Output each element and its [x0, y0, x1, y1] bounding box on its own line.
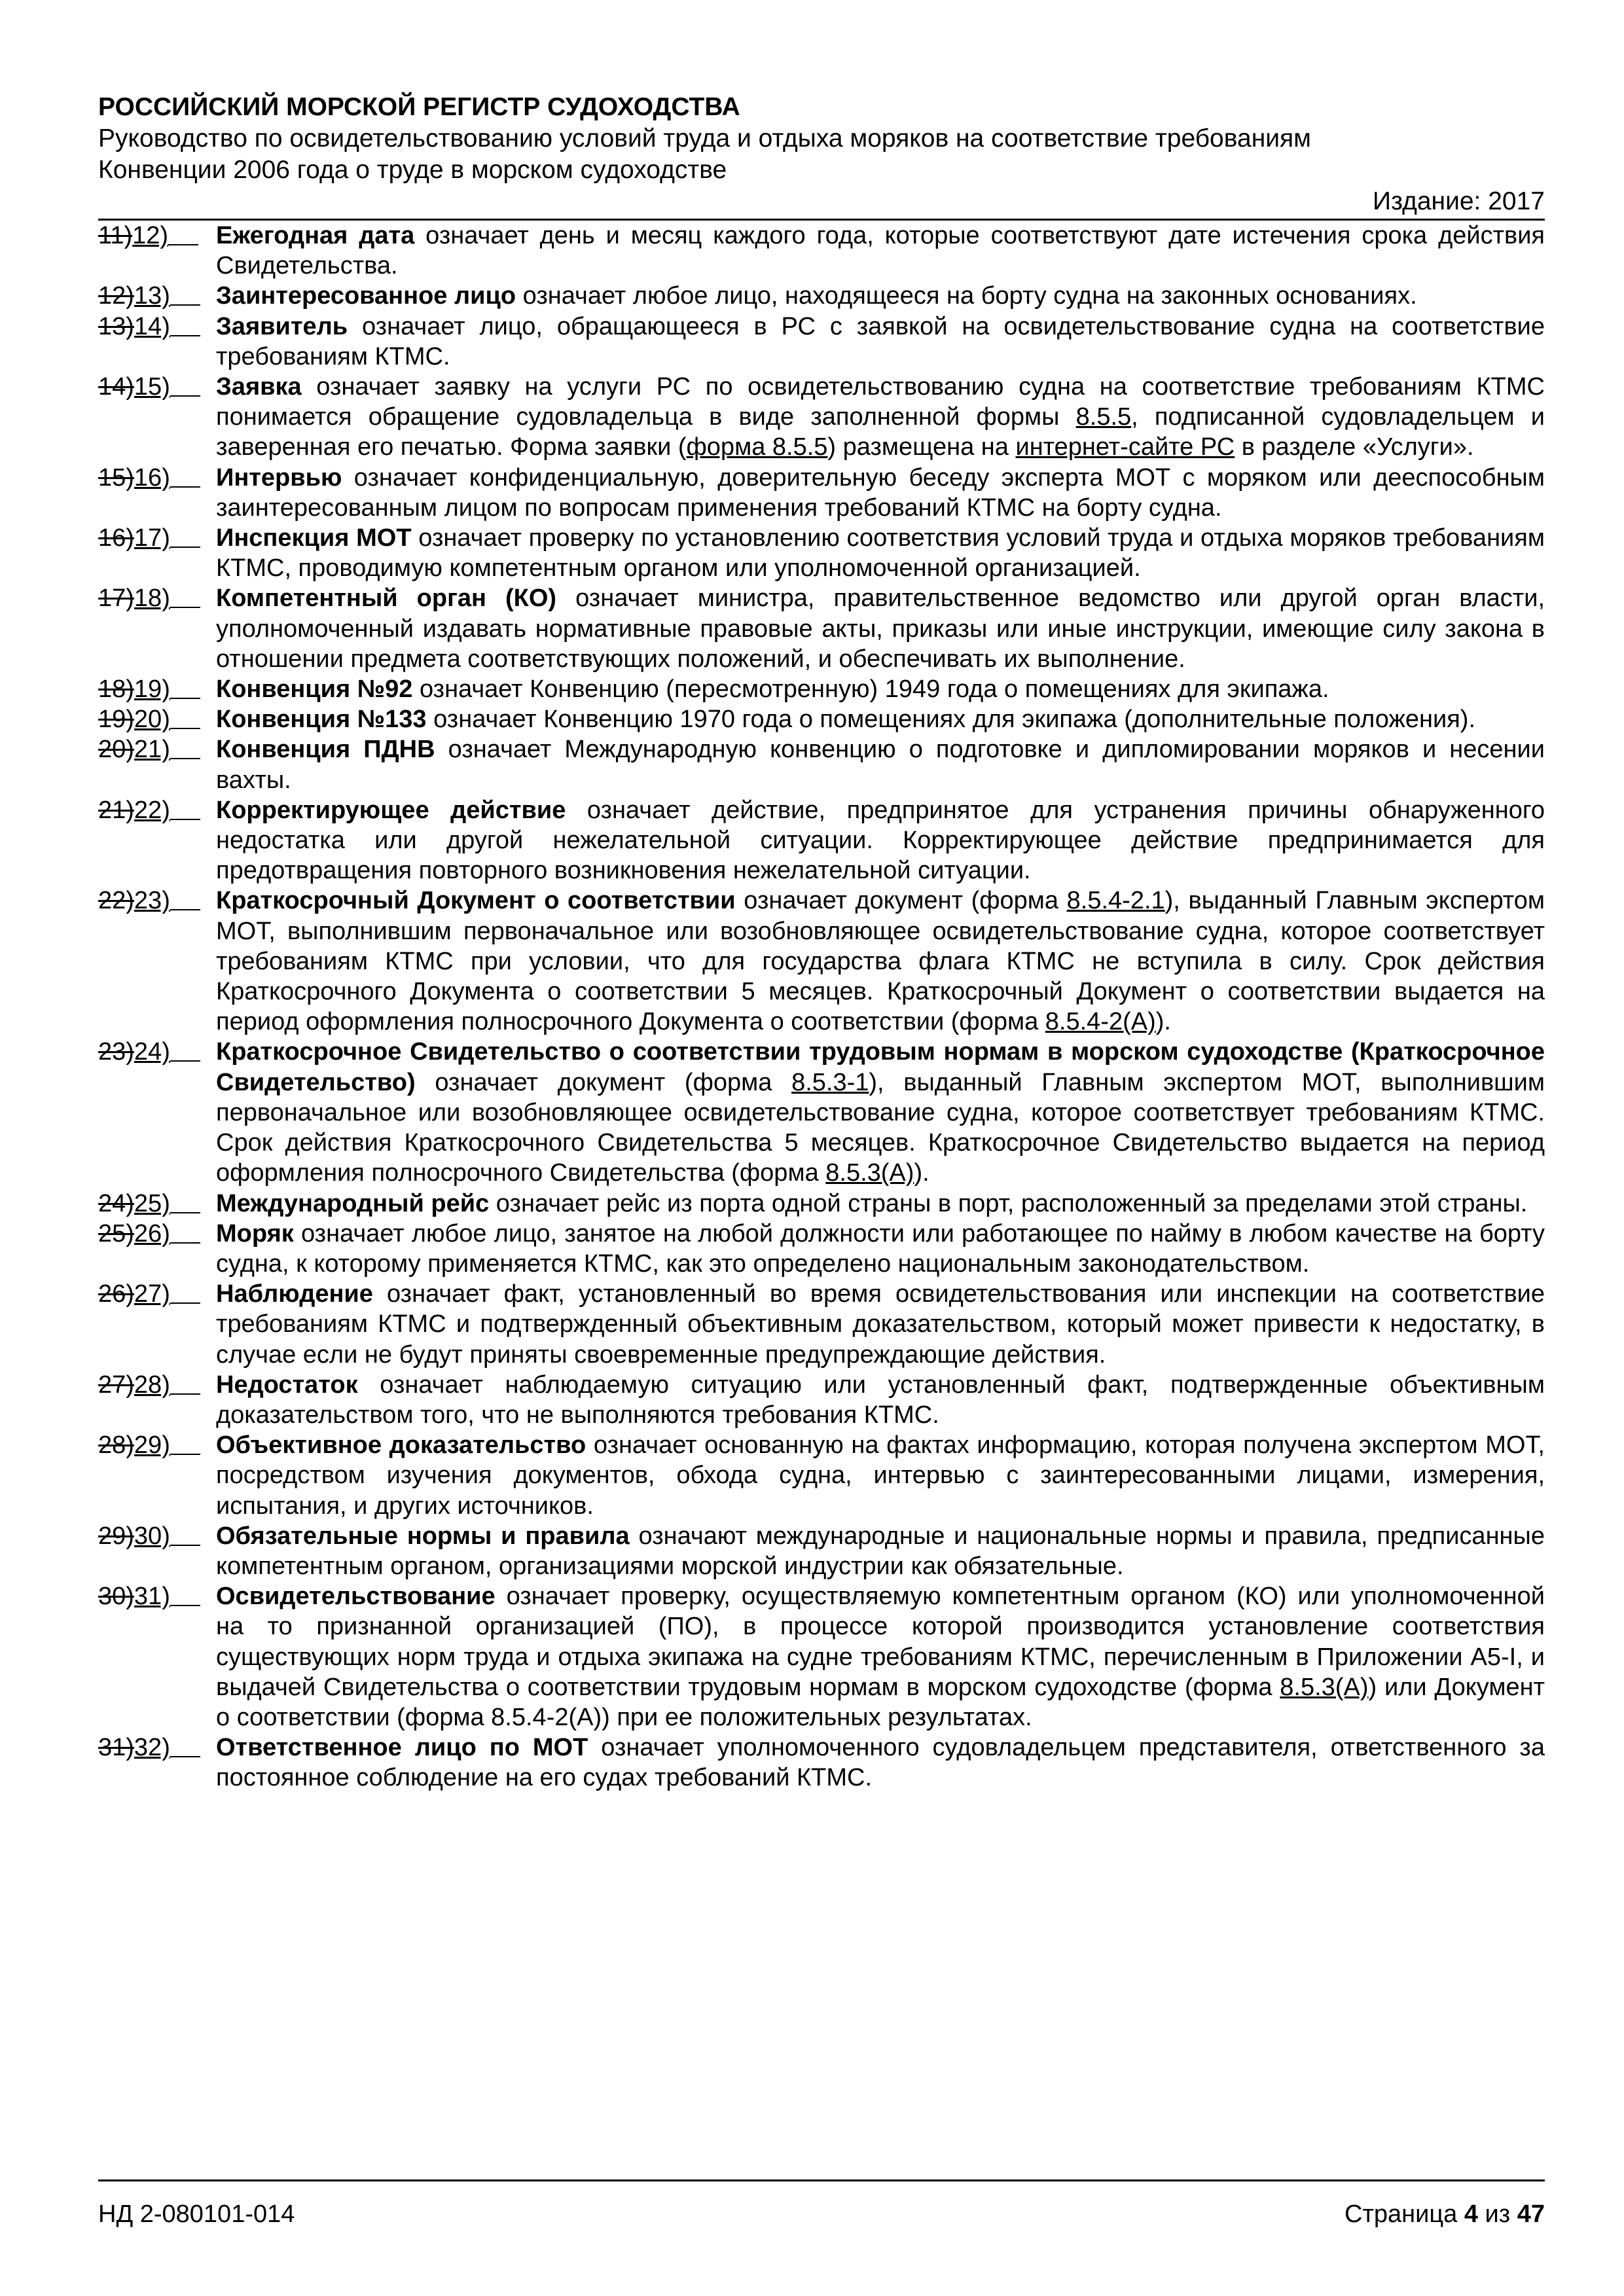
definition-body: означает заявку на услуги РС по освидетельствованию судна на соответствие требованиям КТМС понимается обращение судовладельца в виде заполненной формы	[216, 373, 1545, 431]
definition-number	[98, 523, 216, 583]
definition-number	[98, 583, 216, 674]
definition-body: означает любое лицо, находящееся на борту судна на законных основаниях.	[516, 282, 1417, 310]
inserted-number: 31)	[134, 1583, 170, 1611]
definition-body: ), выданный Главным экспертом МОТ, выполнившим первоначальное или возобновляющее освидетельствование судна, которое соответствует требованиям КТМС при условии, что для государства флага КТМС не вступила в силу. Срок действия Краткосрочного Документа о соответствии 5 месяцев. Краткосрочный Документ о соответствии выдается на период оформления полносрочного Документа о соответствии (форма	[216, 887, 1545, 1036]
definition-text	[216, 1581, 1545, 1732]
inserted-number: 15)	[134, 373, 170, 401]
definition-item	[98, 1430, 1545, 1521]
defined-term: Конвенция №133	[216, 706, 427, 734]
deleted-number: 13)	[98, 312, 134, 340]
definition-item	[98, 312, 1545, 372]
number-underline-tail	[170, 1189, 200, 1213]
definition-body: означает рейс из порта одной страны в порт, расположенный за пределами этой страны.	[489, 1189, 1528, 1217]
definition-text	[216, 674, 1545, 704]
inserted-number: 14)	[134, 312, 170, 340]
defined-term: Краткосрочный Документ о соответствии	[216, 887, 736, 915]
deleted-number: 15)	[98, 463, 134, 492]
deleted-number: 25)	[98, 1219, 134, 1247]
definition-number	[98, 372, 216, 463]
definition-text	[216, 221, 1545, 281]
definition-number	[98, 1370, 216, 1430]
inserted-number: 28)	[134, 1371, 170, 1399]
number-underline-tail	[170, 1279, 200, 1304]
definition-body: означает проверку, осуществляемую компетентным органом (КО) или уполномоченной на то признанной организацией (ПО), в процессе которой производится установление соответствия существующих норм труда и отдыха экипажа на судне требованиям КТМС, перечисленным в Приложении А5-I, и выдачей Свидетельства о соответствии трудовым нормам в морском судоходстве (форма	[216, 1583, 1545, 1701]
definition-text	[216, 795, 1545, 886]
form-link[interactable]: 8.5.4-2(А)	[1045, 1008, 1156, 1036]
definition-number	[98, 1521, 216, 1581]
definition-body: ).	[1155, 1008, 1171, 1036]
definition-number	[98, 1219, 216, 1279]
definition-number	[98, 1732, 216, 1793]
form-link[interactable]: 8.5.3(А)	[825, 1159, 914, 1187]
definition-item	[98, 795, 1545, 886]
form-link[interactable]: 8.5.3(А)	[1280, 1673, 1369, 1701]
number-underline-tail	[170, 674, 200, 699]
inserted-number: 26)	[134, 1219, 170, 1247]
number-underline-tail	[170, 281, 200, 306]
defined-term: Обязательные нормы и правила	[216, 1522, 630, 1550]
definition-number	[98, 1279, 216, 1370]
definition-number	[98, 1189, 216, 1219]
definition-number	[98, 463, 216, 523]
definition-body: ) размещена на	[827, 433, 1016, 461]
definition-item	[98, 1189, 1545, 1219]
form-link[interactable]: 8.5.5	[1075, 403, 1132, 431]
definition-number	[98, 312, 216, 372]
number-underline-tail	[170, 704, 200, 729]
definition-body: ) или Документ о соответствии (форма 8.5.4-2(А)) при ее положительных результатах.	[216, 1673, 1545, 1731]
definition-body: означает министра, правительственное ведомство или другой орган власти, уполномоченный издавать нормативные правовые акты, приказы или иные инструкции, имеющие силу закона в отношении предмета соответствующих положений, и обеспечивать их выполнение.	[216, 584, 1545, 673]
definition-text	[216, 583, 1545, 674]
number-underline-tail	[170, 1430, 200, 1455]
definition-number	[98, 886, 216, 1037]
definition-text	[216, 1189, 1545, 1219]
definition-item	[98, 372, 1545, 463]
inserted-number: 18)	[134, 584, 170, 613]
inserted-number: 12)	[132, 222, 169, 249]
number-underline-tail	[170, 1521, 200, 1546]
document-title-line-2: Конвенции 2006 года о труде в морском судоходстве	[98, 156, 727, 184]
defined-term: Наблюдение	[216, 1280, 373, 1308]
definition-text	[216, 704, 1545, 734]
form-link[interactable]: 8.5.3-1	[791, 1068, 869, 1096]
inserted-number: 22)	[134, 796, 170, 824]
edition-label: Издание: 2017	[1373, 187, 1545, 215]
definition-body: ), выданный Главным экспертом МОТ, выполнившим первоначальное или возобновляющее освидетельствование судна, которое соответствует требованиям КТМС. Срок действия Краткосрочного Свидетельства 5 месяцев. Краткосрочное Свидетельство выдается на период оформления полносрочного Свидетельства (форма	[216, 1068, 1545, 1187]
deleted-number: 30)	[98, 1583, 134, 1611]
inserted-number: 23)	[134, 887, 170, 915]
definition-body: означает уполномоченного судовладельцем представителя, ответственного за постоянное соблюдение на его судах требований КТМС.	[216, 1734, 1545, 1792]
inserted-number: 24)	[134, 1038, 170, 1066]
deleted-number: 28)	[98, 1431, 134, 1460]
defined-term: Компетентный орган (КО)	[216, 584, 557, 613]
deleted-number: 20)	[98, 736, 134, 764]
definition-text	[216, 1430, 1545, 1521]
defined-term: Корректирующее действие	[216, 796, 566, 824]
definition-number	[98, 704, 216, 734]
definition-item	[98, 1219, 1545, 1279]
footer	[98, 2199, 1545, 2229]
document-page	[98, 92, 1545, 1793]
definition-body: означает конфиденциальную, доверительную беседу эксперта МОТ с моряком или дееспособным заинтересованным лицом по вопросам применения требований КТМС на борту судна.	[216, 463, 1545, 522]
inserted-number: 20)	[134, 706, 170, 734]
definition-number	[98, 1581, 216, 1732]
deleted-number: 19)	[98, 706, 134, 734]
definition-text	[216, 281, 1545, 311]
definition-text	[216, 1279, 1545, 1370]
definition-item	[98, 734, 1545, 795]
definition-item	[98, 523, 1545, 583]
number-underline-tail	[170, 1370, 200, 1395]
definition-body: означает действие, предпринятое для устранения причины обнаруженного недостатка или другой нежелательной ситуации. Корректирующее действие предпринимается для предотвращения повторного возникновения нежелательной ситуации.	[216, 796, 1545, 885]
inserted-number: 25)	[134, 1189, 170, 1217]
definition-text	[216, 1370, 1545, 1430]
number-underline-tail	[170, 734, 200, 759]
definition-text	[216, 1732, 1545, 1793]
form-link[interactable]: 8.5.4-2.1	[1066, 887, 1165, 915]
definition-text	[216, 523, 1545, 583]
definition-number	[98, 795, 216, 886]
definition-text	[216, 312, 1545, 372]
definition-item	[98, 1581, 1545, 1732]
definition-body: означает основанную на фактах информацию, которая получена экспертом МОТ, посредством изучения документов, обхода судна, интервью с заинтересованными лицами, измерения, испытания, и других источников.	[216, 1431, 1545, 1520]
deleted-number: 24)	[98, 1189, 134, 1217]
defined-term: Освидетельствование	[216, 1583, 496, 1611]
definition-body: означает проверку по установлению соответствия условий труда и отдыха моряков требованиям КТМС, проводимую компетентным органом или уполномоченной организацией.	[216, 524, 1545, 583]
definition-item	[98, 583, 1545, 674]
inserted-number: 17)	[134, 524, 170, 552]
definition-body: означает любое лицо, занятое на любой должности или работающее по найму в любом качестве на борту судна, к которому применяется КТМС, как это определено национальным законодательством.	[216, 1219, 1545, 1278]
footer-rule	[98, 2179, 1545, 2181]
definition-item	[98, 1370, 1545, 1430]
form-link[interactable]: интернет-сайте РС	[1015, 433, 1235, 461]
definition-body: означает Конвенцию 1970 года о помещениях для экипажа (дополнительные положения).	[426, 706, 1476, 734]
defined-term: Заявитель	[216, 312, 348, 340]
number-underline-tail	[170, 886, 200, 910]
definition-number	[98, 674, 216, 704]
definition-text	[216, 734, 1545, 795]
definition-number	[98, 1037, 216, 1188]
defined-term: Краткосрочное Свидетельство о соответствии трудовым нормам в морском судоходстве (Краткосрочное Свидетельство)	[216, 1038, 1545, 1096]
definition-body: означает наблюдаемую ситуацию или установленный факт, подтвержденные объективным доказательством того, что не выполняются требования КТМС.	[216, 1371, 1545, 1429]
defined-term: Интервью	[216, 463, 342, 492]
definition-item	[98, 1279, 1545, 1370]
defined-term: Конвенция ПДНВ	[216, 736, 435, 764]
defined-term: Конвенция №92	[216, 675, 413, 704]
inserted-number: 16)	[134, 463, 170, 492]
page-total: 47	[1517, 2200, 1545, 2228]
definition-text	[216, 1219, 1545, 1279]
deleted-number: 11)	[98, 222, 133, 249]
number-underline-tail	[170, 312, 200, 336]
inserted-number: 29)	[134, 1431, 170, 1460]
number-underline-tail	[168, 221, 198, 245]
definition-body: означает документ (форма	[415, 1068, 792, 1096]
definition-number	[98, 734, 216, 795]
definition-item	[98, 463, 1545, 523]
definition-number	[98, 1430, 216, 1521]
defined-term: Заинтересованное лицо	[216, 282, 516, 310]
form-link[interactable]: форма 8.5.5	[686, 433, 828, 461]
number-underline-tail	[170, 1037, 200, 1062]
document-number: НД 2-080101-014	[98, 2200, 295, 2228]
definition-body: означает Конвенцию (пересмотренную) 1949 года о помещениях для экипажа.	[412, 675, 1329, 704]
deleted-number: 16)	[98, 524, 134, 552]
deleted-number: 14)	[98, 373, 134, 401]
definition-item	[98, 1521, 1545, 1581]
definition-body: в разделе «Услуги».	[1235, 433, 1474, 461]
definition-body: , подписанной судовладельцем и заверенная его печатью. Форма заявки (	[216, 403, 1545, 461]
deleted-number: 17)	[98, 584, 134, 613]
definition-text	[216, 1521, 1545, 1581]
deleted-number: 31)	[98, 1734, 134, 1762]
definition-item	[98, 1732, 1545, 1793]
defined-term: Объективное доказательство	[216, 1431, 586, 1460]
deleted-number: 27)	[98, 1371, 134, 1399]
number-underline-tail	[170, 523, 200, 548]
definition-body: означает факт, установленный во время освидетельствования или инспекции на соответствие требованиям КТМС и подтвержденный объективным доказательством, который может привести к недостатку, в случае если не будут приняты своевременные предупреждающие действия.	[216, 1280, 1545, 1369]
page-number: Страница 4 из 47	[1344, 2200, 1545, 2228]
definition-text	[216, 463, 1545, 523]
defined-term: Недостаток	[216, 1371, 358, 1399]
document-title-line-1: Руководство по освидетельствованию условий труда и отдыха моряков на соответствие требованиям	[98, 124, 1311, 152]
definition-number	[98, 281, 216, 311]
number-underline-tail	[170, 1219, 200, 1244]
deleted-number: 22)	[98, 887, 134, 915]
definition-body: означают международные и национальные нормы и правила, предписанные компетентным органом, организациями морской индустрии как обязательные.	[216, 1522, 1545, 1580]
definition-text	[216, 886, 1545, 1037]
deleted-number: 21)	[98, 796, 134, 824]
organization-name: РОССИЙСКИЙ МОРСКОЙ РЕГИСТР СУДОХОДСТВА	[98, 93, 740, 121]
definition-text	[216, 372, 1545, 463]
definition-body: означает день и месяц каждого года, которые соответствуют дате истечения срока действия Свидетельства.	[216, 222, 1545, 280]
number-underline-tail	[170, 1581, 200, 1606]
inserted-number: 21)	[134, 736, 170, 764]
deleted-number: 23)	[98, 1038, 134, 1066]
number-underline-tail	[170, 463, 200, 488]
definition-item	[98, 281, 1545, 311]
defined-term: Ответственное лицо по МОТ	[216, 1734, 588, 1762]
definition-body: означает Международную конвенцию о подготовке и дипломировании моряков и несении вахты.	[216, 736, 1545, 794]
defined-term: Моряк	[216, 1219, 294, 1247]
inserted-number: 19)	[134, 675, 170, 704]
deleted-number: 29)	[98, 1522, 134, 1550]
deleted-number: 18)	[98, 675, 134, 704]
definition-number	[98, 221, 216, 281]
defined-term: Ежегодная дата	[216, 222, 415, 249]
inserted-number: 30)	[134, 1522, 170, 1550]
definition-item	[98, 221, 1545, 281]
defined-term: Заявка	[216, 373, 302, 401]
defined-term: Инспекция МОТ	[216, 524, 412, 552]
number-underline-tail	[170, 1732, 200, 1757]
number-underline-tail	[170, 795, 200, 820]
inserted-number: 32)	[134, 1734, 170, 1762]
deleted-number: 26)	[98, 1280, 134, 1308]
definition-item	[98, 704, 1545, 734]
definition-body: означает документ (форма	[735, 887, 1067, 915]
defined-term: Международный рейс	[216, 1189, 490, 1217]
definitions-list	[98, 221, 1545, 1793]
deleted-number: 12)	[98, 282, 134, 310]
number-underline-tail	[170, 583, 200, 608]
page-current: 4	[1464, 2200, 1478, 2228]
definition-body: означает лицо, обращающееся в РС с заявкой на освидетельствование судна на соответствие требованиям КТМС.	[216, 312, 1545, 370]
inserted-number: 13)	[134, 282, 170, 310]
definition-item	[98, 674, 1545, 704]
definition-body: ).	[914, 1159, 929, 1187]
definition-text	[216, 1037, 1545, 1188]
definition-item	[98, 886, 1545, 1037]
number-underline-tail	[170, 372, 200, 397]
definition-item	[98, 1037, 1545, 1188]
inserted-number: 27)	[134, 1280, 170, 1308]
